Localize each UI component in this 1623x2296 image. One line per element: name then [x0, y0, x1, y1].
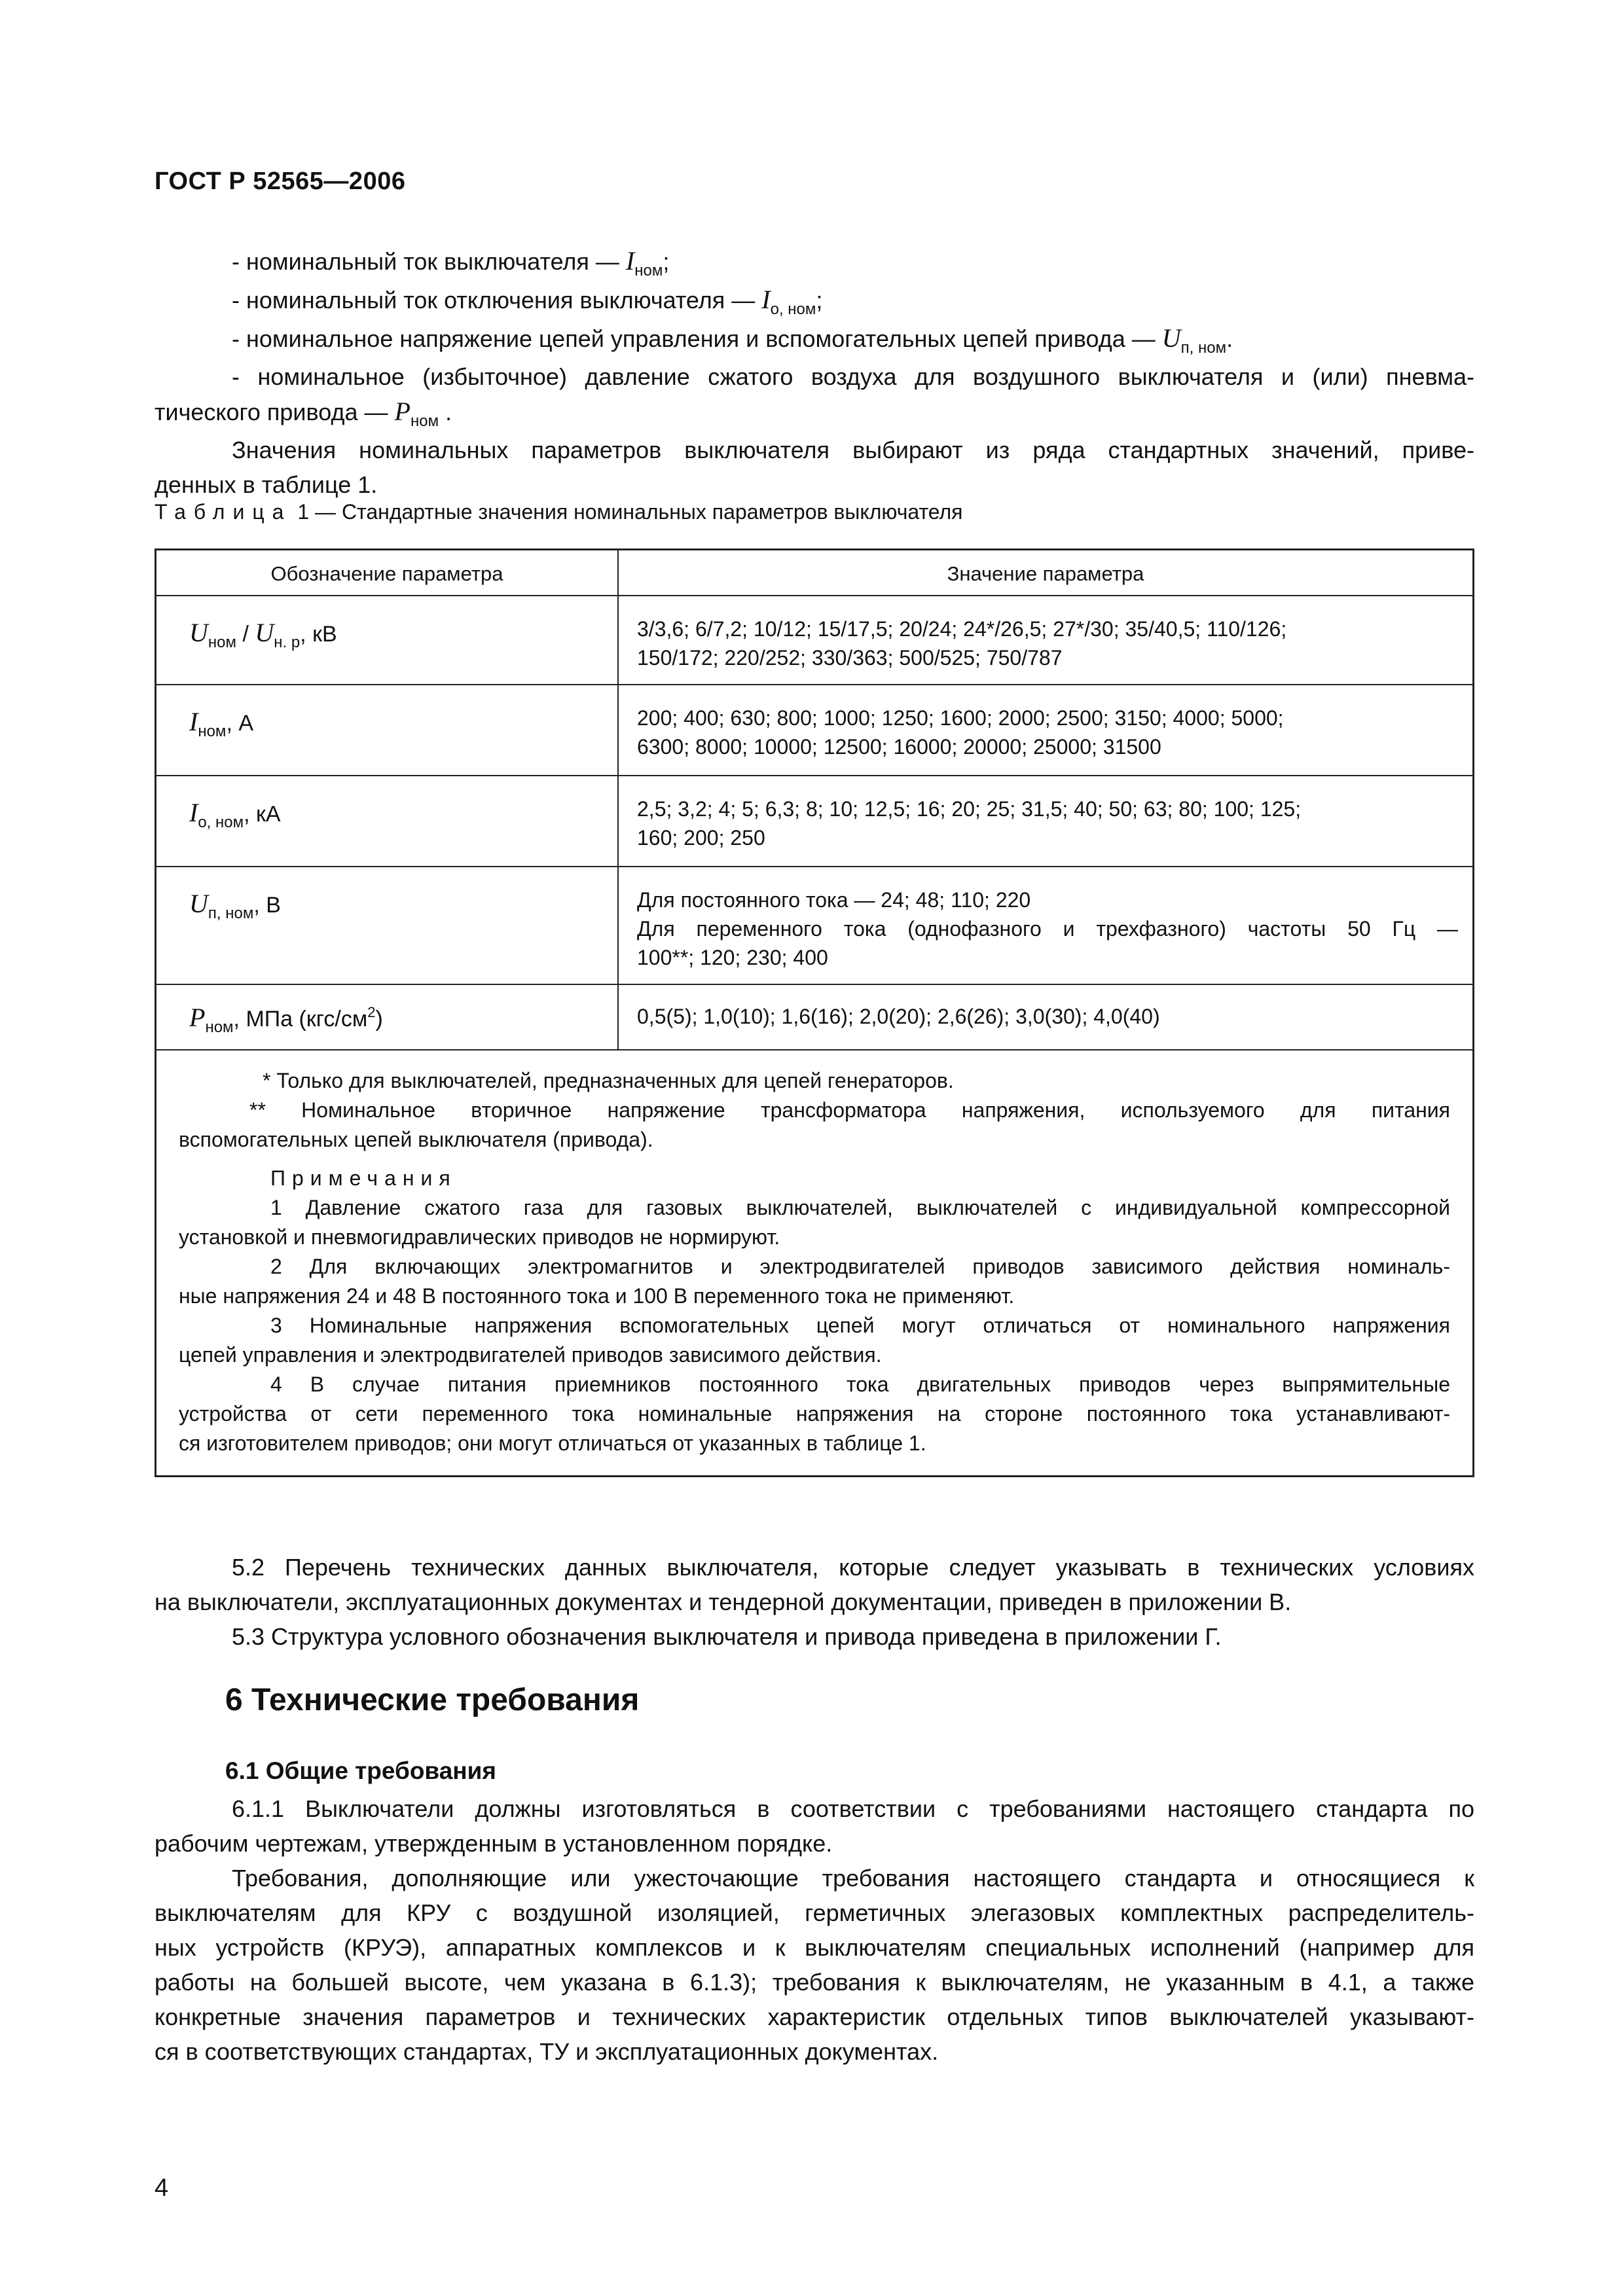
- value-cell: 200; 400; 630; 800; 1000; 1250; 1600; 2000; 2500; 3150; 4000; 5000; 6300; 8000; 10000; 12500; 16000; 20000; 25000; 31500: [637, 706, 1284, 759]
- paragraph-line: Требования, дополняющие или ужесточающие требования настоящего стандарта и относящиеся к: [232, 1865, 1474, 1892]
- note-item: ные напряжения 24 и 48 В постоянного тока и 100 В переменного тока не применяют.: [179, 1284, 1015, 1308]
- intro-item-pressure-line2: тического привода — $P_{ном}$ .: [155, 397, 452, 430]
- value-cell: 2,5; 3,2; 4; 5; 6,3; 8; 10; 12,5; 16; 20; 25; 31,5; 40; 50; 63; 80; 100; 125; 160; 200; 250: [637, 797, 1302, 850]
- paragraph-line: ся в соответствующих стандартах, ТУ и эксплуатационных документах.: [155, 2038, 939, 2065]
- parameters-table: [155, 548, 1474, 1477]
- value-cell: 3/3,6; 6/7,2; 10/12; 15/17,5; 20/24; 24*/26,5; 27*/30; 35/40,5; 110/126; 150/172; 220/252; 330/363; 500/525; 750/787: [637, 617, 1287, 670]
- paragraph-5-3: 5.3 Структура условного обозначения выключателя и привода приведена в приложении Г.: [232, 1623, 1222, 1650]
- value-cell: Для постоянного тока — 24; 48; 110; 220 Для переменного тока (однофазного и трехфазного) частоты 50 Гц — 100**; 120; 230; 400: [637, 888, 1458, 969]
- table-caption: Таблица 1 — Стандартные значения номинальных параметров выключателя: [155, 500, 963, 524]
- intro-paragraph-line2: денных в таблице 1.: [155, 471, 378, 498]
- param-cell: $I_{ном}$, А: [156, 685, 619, 775]
- note-item: ся изготовителем приводов; они могут отличаться от указанных в таблице 1.: [179, 1431, 926, 1455]
- table-caption-label: Таблица: [155, 500, 292, 524]
- footnote: * Только для выключателей, предназначенных для цепей генераторов.: [263, 1069, 954, 1092]
- note-item: 3 Номинальные напряжения вспомогательных цепей могут отличаться от номинального напряжения: [270, 1314, 1450, 1337]
- section6-paragraphs: [155, 1791, 1474, 2069]
- table-row-breaking-current: [156, 776, 1472, 867]
- footnote: ** Номинальное вторичное напряжение трансформатора напряжения, используемого для питания: [249, 1098, 1450, 1122]
- param-cell: $U_{ном} / U_{н. р}$, кВ: [156, 596, 619, 684]
- table-row-rated-current: [156, 685, 1472, 776]
- page-number: 4: [155, 2174, 169, 2202]
- section-heading: 6 Технические требования: [225, 1683, 640, 1717]
- paragraph-line: ных устройств (КРУЭ), аппаратных комплексов и к выключателям специальных исполнений (например для: [155, 1934, 1474, 1961]
- note-item: установкой и пневмогидравлических приводов не нормируют.: [179, 1225, 780, 1249]
- footnote: вспомогательных цепей выключателя (привода).: [179, 1128, 653, 1151]
- note-item: 4 В случае питания приемников постоянного тока двигательных приводов через выпрямительные: [270, 1372, 1450, 1396]
- table-row-pressure: [156, 985, 1472, 1050]
- notes-title: Примечания: [270, 1166, 457, 1190]
- column-header-value: Значение параметра: [947, 562, 1144, 585]
- paragraph-line: работы на большей высоте, чем указана в 6.1.3); требования к выключателям, не указанным в 4.1, а также: [155, 1969, 1474, 1996]
- section5-paragraphs: [155, 1550, 1474, 1654]
- value-cell: 0,5(5); 1,0(10); 1,6(16); 2,0(20); 2,6(26); 3,0(30); 4,0(40): [637, 1005, 1160, 1028]
- standard-code: ГОСТ Р 52565—2006: [155, 168, 406, 195]
- paragraph-5-2-line1: 5.2 Перечень технических данных выключателя, которые следует указывать в технических условиях: [232, 1554, 1474, 1581]
- column-header-designation: Обозначение параметра: [156, 550, 619, 595]
- param-cell: $I_{о, ном}$, кА: [156, 776, 619, 866]
- note-item: цепей управления и электродвигателей приводов зависимого действия.: [179, 1343, 882, 1367]
- table-header-row: [156, 550, 1472, 596]
- intro-list: [155, 243, 1474, 502]
- intro-paragraph-line1: Значения номинальных параметров выключателя выбирают из ряда стандартных значений, приве-: [232, 437, 1474, 463]
- note-item: 1 Давление сжатого газа для газовых выключателей, выключателей с индивидуальной компрессорной: [270, 1196, 1450, 1219]
- subsection-heading: 6.1 Общие требования: [225, 1757, 496, 1784]
- param-cell: $P_{ном}$, МПа $(кгс/см^2)$: [156, 985, 619, 1049]
- paragraph-line: выключателям для КРУ с воздушной изоляцией, герметичных элегазовых комплектных распределитель-: [155, 1899, 1474, 1926]
- paragraph-line: конкретные значения параметров и технических характеристик отдельных типов выключателей указывают-: [155, 2003, 1474, 2030]
- table-row-control-voltage: [156, 867, 1472, 985]
- paragraph-6-1-1-line1: 6.1.1 Выключатели должны изготовляться в соответствии с требованиями настоящего стандарта по: [232, 1795, 1474, 1822]
- note-item: устройства от сети переменного тока номинальные напряжения на стороне постоянного тока устанавливают-: [179, 1402, 1450, 1426]
- intro-item-control-voltage: - номинальное напряжение цепей управления и вспомогательных цепей привода — $U_{п, ном}$.: [232, 323, 1233, 357]
- table-row-voltage: [156, 596, 1472, 685]
- param-cell: $U_{п, ном}$, В: [156, 867, 619, 984]
- note-item: 2 Для включающих электромагнитов и электродвигателей приводов зависимого действия номиналь-: [270, 1255, 1450, 1278]
- intro-item-breaking-current: - номинальный ток отключения выключателя — $I_{о, ном}$;: [232, 285, 823, 318]
- intro-item-rated-current: - номинальный ток выключателя — $I_{ном}$;: [232, 246, 670, 279]
- table-notes: [156, 1050, 1472, 1475]
- paragraph-6-1-1-line2: рабочим чертежам, утвержденным в установленном порядке.: [155, 1830, 833, 1857]
- intro-item-pressure-line1: - номинальное (избыточное) давление сжатого воздуха для воздушного выключателя и (или) пневма-: [232, 363, 1474, 390]
- paragraph-5-2-line2: на выключатели, эксплуатационных документах и тендерной документации, приведен в приложении В.: [155, 1588, 1292, 1615]
